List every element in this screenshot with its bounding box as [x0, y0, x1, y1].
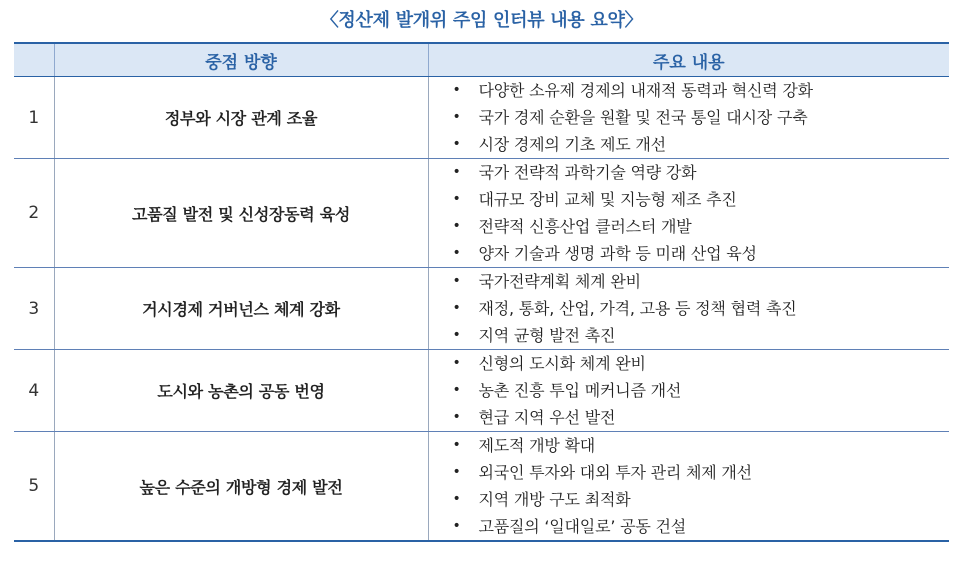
list-item: [453, 322, 950, 349]
table-row: [14, 268, 949, 350]
list-item: [453, 104, 950, 131]
list-item: [453, 404, 950, 431]
list-item-text: 전략적 신흥산업 클러스터 개발: [478, 217, 692, 236]
main-content: [428, 268, 949, 350]
row-number: 3: [14, 268, 54, 350]
focus-direction: 도시와 농촌의 공동 번영: [54, 350, 428, 432]
list-item-text: 국가전략계획 체계 완비: [478, 272, 641, 291]
list-item-text: 재정, 통화, 산업, 가격, 고용 등 정책 협력 촉진: [478, 299, 797, 318]
bullet-icon: •: [452, 437, 461, 453]
table-row: [14, 432, 949, 542]
list-item-text: 국가 경제 순환을 원활 및 전국 통일 대시장 구축: [478, 108, 808, 127]
main-content: [428, 350, 949, 432]
bullet-icon: •: [452, 191, 461, 207]
header-content: 주요 내용: [428, 43, 949, 77]
list-item-text: 시장 경제의 기초 제도 개선: [478, 135, 666, 154]
list-item-text: 신형의 도시화 체계 완비: [478, 354, 646, 373]
list-item: [453, 186, 950, 213]
list-item: [453, 240, 950, 267]
bullet-icon: •: [452, 518, 461, 534]
list-item-text: 현급 지역 우선 발전: [478, 408, 616, 427]
bullet-icon: •: [452, 164, 461, 180]
list-item: [453, 513, 950, 540]
bullet-icon: •: [452, 218, 461, 234]
bullet-icon: •: [452, 409, 461, 425]
list-item: [453, 377, 950, 404]
bullet-icon: •: [452, 355, 461, 371]
bullet-icon: •: [452, 464, 461, 480]
summary-table: [14, 42, 949, 542]
focus-direction: 높은 수준의 개방형 경제 발전: [54, 432, 428, 542]
list-item-text: 양자 기술과 생명 과학 등 미래 산업 육성: [478, 244, 757, 263]
bullet-icon: •: [452, 82, 461, 98]
list-item: [453, 159, 950, 186]
list-item-text: 지역 개방 구도 최적화: [478, 490, 631, 509]
list-item-text: 제도적 개방 확대: [478, 436, 596, 455]
table-row: [14, 159, 949, 268]
bullet-icon: •: [452, 273, 461, 289]
row-number: 2: [14, 159, 54, 268]
list-item: [453, 213, 950, 240]
bullet-icon: •: [452, 300, 461, 316]
list-item-text: 농촌 진흥 투입 메커니즘 개선: [478, 381, 682, 400]
list-item: [453, 77, 950, 104]
list-item-text: 다양한 소유제 경제의 내재적 동력과 혁신력 강화: [478, 81, 813, 100]
table-row: [14, 77, 949, 159]
list-item-text: 대규모 장비 교체 및 지능형 제조 추진: [478, 190, 737, 209]
bullet-icon: •: [452, 245, 461, 261]
bullet-icon: •: [452, 109, 461, 125]
list-item: [453, 350, 950, 377]
content-list: [429, 432, 950, 540]
list-item: [453, 432, 950, 459]
content-list: [429, 159, 950, 267]
main-content: [428, 159, 949, 268]
focus-direction: 거시경제 거버넌스 체계 강화: [54, 268, 428, 350]
page-title: 〈정산제 발개위 주임 인터뷰 내용 요약〉: [320, 10, 643, 31]
focus-direction: 정부와 시장 관계 조율: [54, 77, 428, 159]
bullet-icon: •: [452, 327, 461, 343]
main-content: [428, 432, 949, 542]
row-number: 5: [14, 432, 54, 542]
content-list: [429, 268, 950, 349]
content-list: [429, 350, 950, 431]
content-list: [429, 77, 950, 158]
list-item-text: 외국인 투자와 대외 투자 관리 체제 개선: [478, 463, 752, 482]
table-row: [14, 350, 949, 432]
header-number: [14, 43, 54, 77]
list-item-text: 지역 균형 발전 촉진: [478, 326, 616, 345]
list-item: [453, 486, 950, 513]
bullet-icon: •: [452, 382, 461, 398]
list-item: [453, 295, 950, 322]
list-item-text: 국가 전략적 과학기술 역량 강화: [478, 163, 697, 182]
header-row: [14, 43, 949, 77]
row-number: 1: [14, 77, 54, 159]
bullet-icon: •: [452, 136, 461, 152]
bullet-icon: •: [452, 491, 461, 507]
list-item: [453, 131, 950, 158]
list-item: [453, 268, 950, 295]
list-item: [453, 459, 950, 486]
header-direction: 중점 방향: [54, 43, 428, 77]
row-number: 4: [14, 350, 54, 432]
focus-direction: 고품질 발전 및 신성장동력 육성: [54, 159, 428, 268]
main-content: [428, 77, 949, 159]
list-item-text: 고품질의 ‘일대일로’ 공동 건설: [478, 517, 687, 536]
